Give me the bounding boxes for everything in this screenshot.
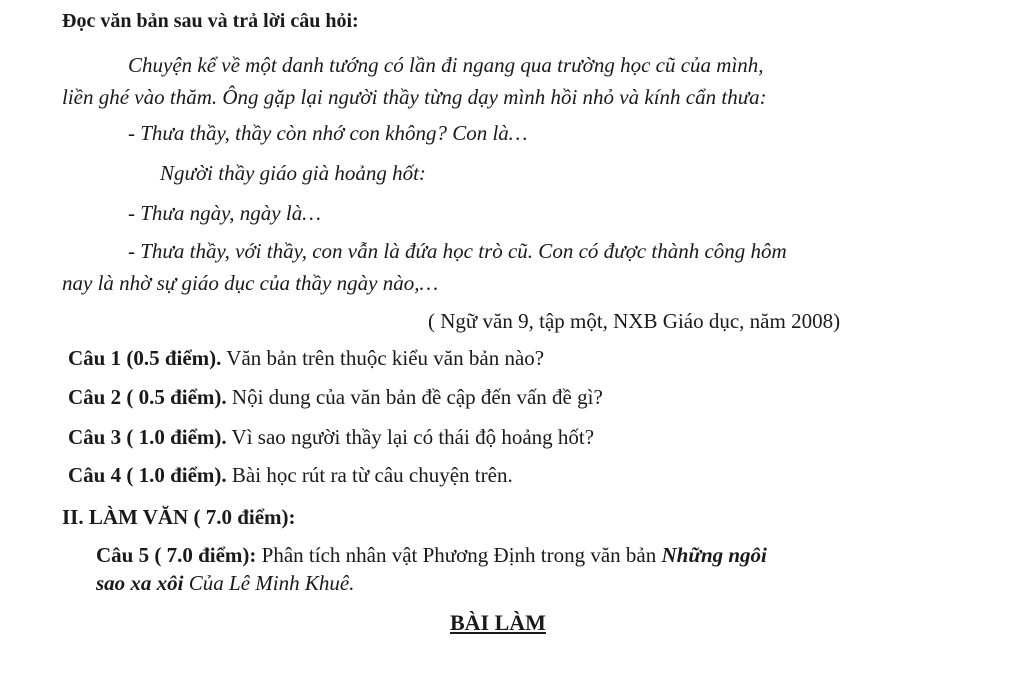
question-5 — [96, 542, 767, 568]
answer-heading: BÀI LÀM — [450, 610, 546, 635]
author-text: Của Lê Minh Khuê. — [183, 571, 355, 595]
dialogue-line: nay là nhờ sự giáo dục của thầy ngày nào,… — [62, 271, 439, 295]
question-1 — [68, 345, 544, 371]
question-text: Vì sao người thầy lại có thái độ hoảng hốt? — [226, 425, 595, 449]
question-text: Nội dung của văn bản đề cập đến vấn đề gì? — [226, 385, 603, 409]
question-4 — [68, 462, 513, 488]
dialogue-line: Người thầy giáo già hoảng hốt: — [160, 161, 426, 185]
question-text: Bài học rút ra từ câu chuyện trên. — [226, 463, 513, 487]
passage-line: Chuyện kể về một danh tướng có lần đi ngang qua trường học cũ của mình, — [128, 53, 764, 77]
question-text: Phân tích nhân vật Phương Định trong văn bản — [256, 543, 662, 567]
work-title: Những ngôi — [661, 543, 767, 567]
dialogue-line: - Thưa thầy, thầy còn nhớ con không? Con là… — [128, 121, 528, 145]
question-3 — [68, 424, 594, 450]
question-label: Câu 4 ( 1.0 điểm). — [68, 463, 227, 487]
source-citation: ( Ngữ văn 9, tập một, NXB Giáo dục, năm 2008) — [428, 309, 841, 333]
question-5-cont — [96, 570, 354, 596]
question-label: Câu 5 ( 7.0 điểm): — [96, 543, 257, 567]
question-label: Câu 3 ( 1.0 điểm). — [68, 425, 227, 449]
question-text: Văn bản trên thuộc kiểu văn bản nào? — [221, 346, 545, 370]
question-2 — [68, 384, 603, 410]
work-title: sao xa xôi — [96, 571, 184, 595]
section-heading: II. LÀM VĂN ( 7.0 điểm): — [62, 505, 296, 529]
instruction-heading: Đọc văn bản sau và trả lời câu hỏi: — [62, 10, 359, 32]
question-label: Câu 2 ( 0.5 điểm). — [68, 385, 227, 409]
question-label: Câu 1 (0.5 điểm). — [68, 346, 222, 370]
dialogue-line: - Thưa thầy, với thầy, con vẫn là đứa học trò cũ. Con có được thành công hôm — [128, 239, 787, 263]
dialogue-line: - Thưa ngày, ngày là… — [128, 201, 321, 225]
passage-line: liền ghé vào thăm. Ông gặp lại người thầy từng dạy mình hồi nhỏ và kính cẩn thưa: — [62, 85, 767, 109]
